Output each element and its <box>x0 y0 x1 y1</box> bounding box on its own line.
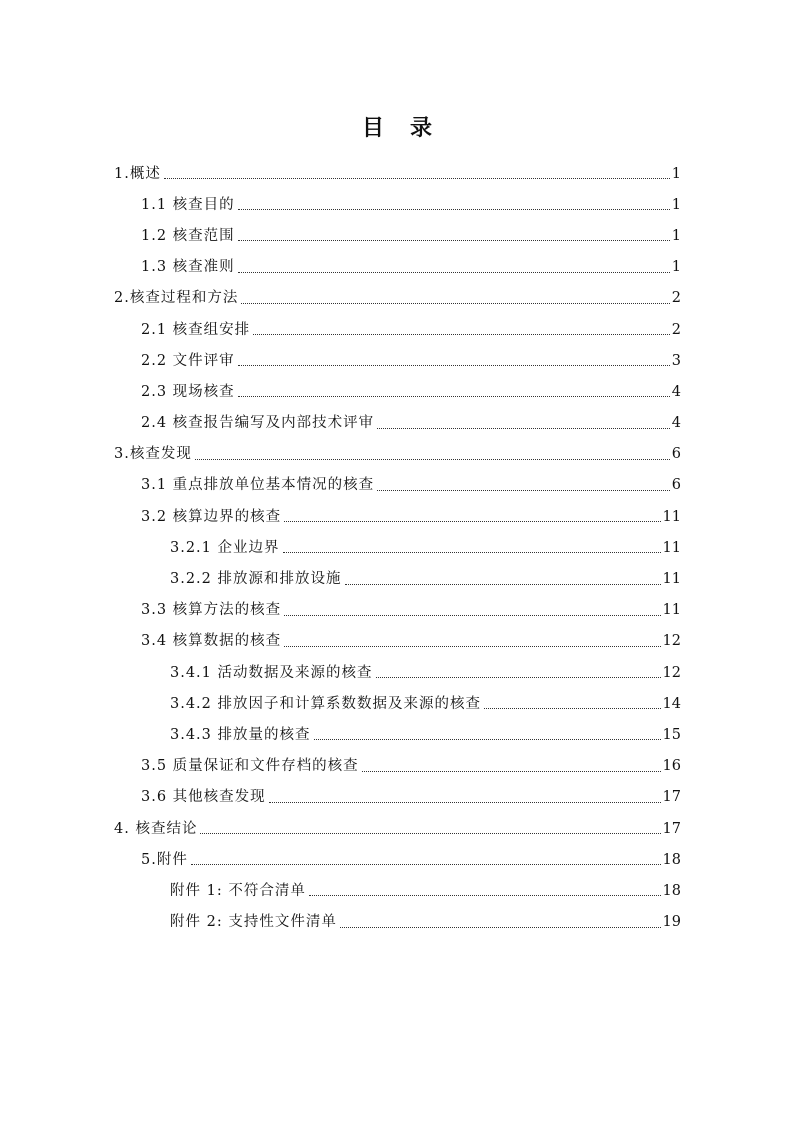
page-title <box>0 111 794 142</box>
toc-entry-label: 2.核查过程和方法 <box>114 290 239 307</box>
toc-entry-level-3[interactable] <box>114 657 681 688</box>
toc-page-number: 1 <box>671 165 681 182</box>
toc-entry-level-2[interactable] <box>114 470 681 501</box>
toc-entry-label: 3.3 核算方法的核查 <box>141 602 282 619</box>
toc-entry-level-1[interactable] <box>114 813 681 844</box>
toc-dot-leader <box>238 209 670 210</box>
toc-dot-leader <box>283 552 661 553</box>
toc-page-number: 18 <box>662 882 681 899</box>
toc-entry-level-2[interactable] <box>114 314 681 345</box>
toc-dot-leader <box>345 584 661 585</box>
toc-entry-level-2[interactable] <box>114 252 681 283</box>
toc-page-number: 15 <box>662 726 681 743</box>
toc-dot-leader <box>376 677 661 678</box>
toc-entry-level-1[interactable] <box>114 439 681 470</box>
toc-dot-leader <box>238 272 670 273</box>
toc-entry-label: 3.4 核算数据的核查 <box>141 633 282 650</box>
toc-page-number: 16 <box>662 758 681 775</box>
toc-entry-label: 2.1 核查组安排 <box>141 321 251 338</box>
toc-page-number: 6 <box>671 446 681 463</box>
page-title-char-1: 目 <box>361 114 384 141</box>
toc-page-number: 14 <box>662 695 681 712</box>
toc-dot-leader <box>238 396 670 397</box>
toc-entry-level-2[interactable] <box>114 782 681 813</box>
toc-entry-level-2[interactable] <box>114 220 681 251</box>
toc-entry-level-2[interactable] <box>114 345 681 376</box>
table-of-contents <box>114 158 681 938</box>
toc-entry-level-1[interactable] <box>114 158 681 189</box>
toc-entry-label: 附件 1: 不符合清单 <box>170 882 306 899</box>
toc-page-number: 1 <box>671 227 681 244</box>
toc-page-number: 2 <box>671 290 681 307</box>
toc-entry-level-2[interactable] <box>114 751 681 782</box>
toc-page-number: 1 <box>671 259 681 276</box>
toc-dot-leader <box>284 646 660 647</box>
toc-page-number: 6 <box>671 477 681 494</box>
toc-entry-level-3[interactable] <box>114 532 681 563</box>
toc-page-number: 11 <box>662 539 681 556</box>
toc-entry-level-3[interactable] <box>114 563 681 594</box>
toc-entry-label: 3.6 其他核查发现 <box>141 789 266 806</box>
toc-entry-label: 2.4 核查报告编写及内部技术评审 <box>141 415 375 432</box>
toc-dot-leader <box>340 927 661 928</box>
toc-entry-label: 3.核查发现 <box>114 446 192 463</box>
toc-entry-level-2[interactable] <box>114 376 681 407</box>
toc-entry-level-2[interactable] <box>114 595 681 626</box>
toc-dot-leader <box>195 459 670 460</box>
toc-dot-leader <box>309 895 661 896</box>
toc-entry-label: 1.3 核查准则 <box>141 259 235 276</box>
toc-dot-leader <box>377 490 670 491</box>
toc-dot-leader <box>241 303 669 304</box>
toc-entry-label: 1.1 核查目的 <box>141 196 235 213</box>
toc-entry-level-2[interactable] <box>114 626 681 657</box>
toc-page-number: 4 <box>671 383 681 400</box>
toc-dot-leader <box>269 802 661 803</box>
toc-page-number: 4 <box>671 415 681 432</box>
toc-entry-label: 3.2 核算边界的核查 <box>141 508 282 525</box>
toc-entry-level-2[interactable] <box>114 501 681 532</box>
toc-page-number: 17 <box>662 789 681 806</box>
toc-entry-label: 3.2.1 企业边界 <box>170 539 280 556</box>
toc-entry-label: 4. 核查结论 <box>114 820 198 837</box>
toc-dot-leader <box>484 708 661 709</box>
toc-page-number: 17 <box>662 820 681 837</box>
toc-page-number: 1 <box>671 196 681 213</box>
toc-dot-leader <box>200 833 660 834</box>
toc-page-number: 11 <box>662 602 681 619</box>
toc-entry-label: 2.2 文件评审 <box>141 352 235 369</box>
toc-dot-leader <box>191 864 661 865</box>
toc-dot-leader <box>238 240 670 241</box>
toc-entry-label: 3.5 质量保证和文件存档的核查 <box>141 758 359 775</box>
toc-dot-leader <box>238 365 670 366</box>
toc-entry-label: 1.2 核查范围 <box>141 227 235 244</box>
toc-dot-leader <box>314 739 661 740</box>
toc-entry-level-3[interactable] <box>114 875 681 906</box>
toc-entry-label: 3.4.1 活动数据及来源的核查 <box>170 664 373 681</box>
toc-page-number: 18 <box>662 851 681 868</box>
toc-dot-leader <box>362 771 661 772</box>
toc-dot-leader <box>253 334 670 335</box>
toc-page-number: 11 <box>662 508 681 525</box>
toc-entry-label: 2.3 现场核查 <box>141 383 235 400</box>
toc-page-number: 12 <box>662 664 681 681</box>
toc-entry-level-2[interactable] <box>114 844 681 875</box>
toc-entry-level-1[interactable] <box>114 283 681 314</box>
toc-page-number: 11 <box>662 571 681 588</box>
toc-page-number: 19 <box>662 914 681 931</box>
toc-entry-label: 3.4.2 排放因子和计算系数数据及来源的核查 <box>170 695 482 712</box>
toc-entry-label: 5.附件 <box>141 851 188 868</box>
toc-dot-leader <box>377 428 670 429</box>
toc-entry-level-3[interactable] <box>114 719 681 750</box>
toc-page-number: 3 <box>671 352 681 369</box>
toc-entry-label: 3.4.3 排放量的核查 <box>170 726 311 743</box>
toc-entry-level-2[interactable] <box>114 189 681 220</box>
toc-entry-label: 3.2.2 排放源和排放设施 <box>170 571 342 588</box>
toc-dot-leader <box>284 521 660 522</box>
toc-page-number: 12 <box>662 633 681 650</box>
toc-entry-label: 附件 2: 支持性文件清单 <box>170 914 337 931</box>
toc-dot-leader <box>164 178 670 179</box>
page-title-char-2: 录 <box>410 114 433 141</box>
toc-entry-label: 1.概述 <box>114 165 161 182</box>
toc-entry-label: 3.1 重点排放单位基本情况的核查 <box>141 477 375 494</box>
toc-dot-leader <box>284 615 660 616</box>
toc-entry-level-3[interactable] <box>114 688 681 719</box>
toc-page-number: 2 <box>671 321 681 338</box>
toc-entry-level-2[interactable] <box>114 408 681 439</box>
toc-entry-level-3[interactable] <box>114 907 681 938</box>
